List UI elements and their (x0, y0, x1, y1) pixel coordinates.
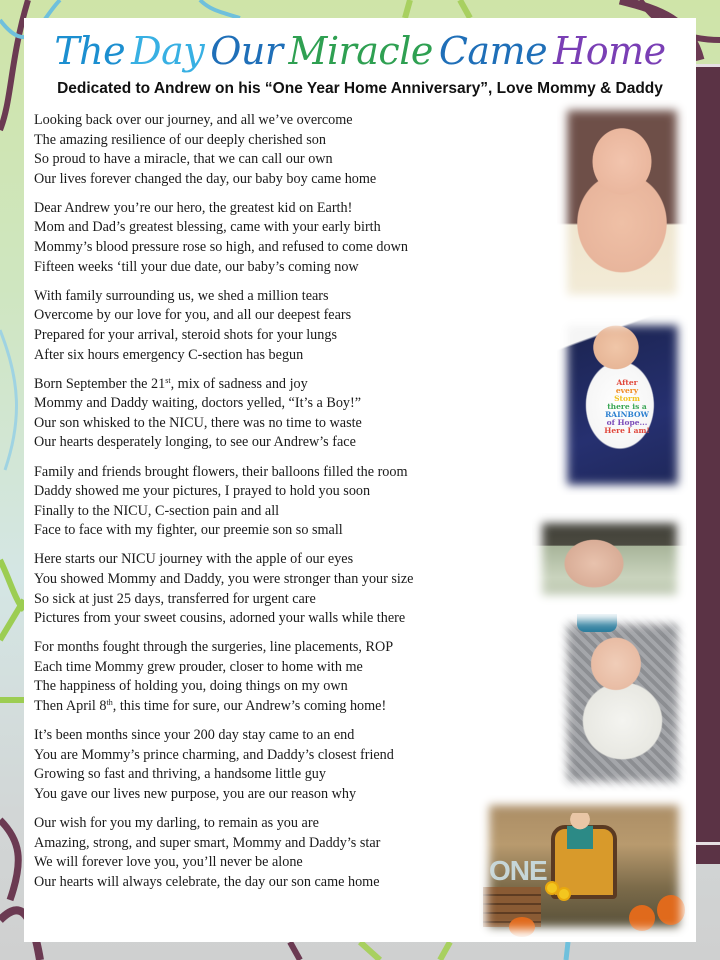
poem-line: Then April 8th, this time for sure, our Andrew’s coming home! (34, 698, 387, 715)
poem-line: The happiness of holding you, doing things on my own (34, 678, 348, 695)
poem-stanza (34, 726, 554, 804)
poem-body (34, 111, 554, 902)
poem-line: We will forever love you, you’ll never be alone (34, 854, 303, 871)
poem-line: It’s been months since your 200 day stay came to an end (34, 727, 355, 744)
photo-one-year (479, 795, 689, 937)
poem-line: So sick at just 25 days, transferred for urgent care (34, 590, 316, 607)
poem-line: Our son whisked to the NICU, there was no time to waste (34, 414, 362, 431)
poem-line: After six hours emergency C-section has begun (34, 346, 304, 363)
onesie-line: of Hope... (606, 418, 648, 427)
car-seat-logo (577, 614, 617, 632)
poem-stanza (34, 638, 554, 716)
poem-line: Fifteen weeks ‘till your due date, our baby’s coming now (34, 258, 359, 275)
dedication-subtitle: Dedicated to Andrew on his “One Year Home Anniversary”, Love Mommy & Daddy (57, 80, 663, 97)
poem-stanza (34, 463, 554, 541)
poem-line: With family surrounding us, we shed a million tears (34, 287, 329, 304)
title-word: Miracle (288, 29, 433, 73)
photo-rainbow-onesie (557, 315, 688, 495)
poem-line: Mom and Dad’s greatest blessing, came with your early birth (34, 219, 381, 236)
onesie-line: After (616, 378, 638, 387)
poem-line: Face to face with my fighter, our preemie son so small (34, 522, 343, 539)
poem-page (24, 18, 696, 942)
onesie-line: every (615, 386, 639, 395)
photo-car-seat (557, 614, 688, 792)
poem-line: Here starts our NICU journey with the apple of our eyes (34, 551, 354, 568)
poem-line: Each time Mommy grew prouder, closer to home with me (34, 658, 363, 675)
toddler (567, 813, 593, 849)
one-sign: ONE (489, 855, 547, 886)
poem-line: So proud to have a miracle, that we can call our own (34, 151, 333, 168)
poem-line: You gave our lives new purpose, you are our reason why (34, 785, 357, 802)
title-word: Home (553, 29, 666, 73)
poem-line: Our wish for you my darling, to remain as you are (34, 815, 319, 831)
poem-stanza (34, 111, 554, 189)
poem-line: Our hearts will always celebrate, the day our son came home (34, 873, 380, 890)
poem-line: Amazing, strong, and super smart, Mommy and Daddy’s star (34, 834, 381, 851)
title-word: Came (438, 29, 548, 73)
sunflower-icon (547, 883, 557, 893)
poem-line: Mommy and Daddy waiting, doctors yelled, “It’s a Boy!” (34, 395, 362, 412)
poem-line: Overcome by our love for you, and all our deepest fears (34, 307, 352, 324)
title-word: Our (210, 29, 283, 73)
poem-stanza (34, 814, 554, 892)
onesie-line: RAINBOW (605, 410, 649, 419)
pumpkin-icon (509, 917, 535, 937)
poem-line: Our lives forever changed the day, our baby boy came home (34, 170, 377, 187)
poem-line: Born September the 21st, mix of sadness and joy (34, 375, 308, 392)
poem-line: Our hearts desperately longing, to see our Andrew’s face (34, 434, 356, 451)
poem-line: Dear Andrew you’re our hero, the greatest kid on Earth! (34, 199, 353, 216)
sunflower-icon (559, 889, 569, 899)
poem-line: Looking back over our journey, and all we’ve overcome (34, 112, 353, 128)
poem-line: Prepared for your arrival, steroid shots for your lungs (34, 326, 337, 343)
poem-line: Growing so fast and thriving, a handsome little guy (34, 766, 326, 783)
poem-line: The amazing resilience of our deeply cherished son (34, 131, 326, 148)
poem-stanza (34, 550, 554, 628)
photo-nicu-sleeping (532, 513, 687, 605)
poem-line: Daddy showed me your pictures, I prayed to hold you soon (34, 483, 371, 500)
band-stripe-bottom (696, 842, 720, 845)
poem-line: Pictures from your sweet cousins, adorned your walls while there (34, 610, 406, 627)
purple-side-band (696, 64, 720, 864)
onesie-line: Here I am! (604, 426, 650, 435)
poem-line: For months fought through the surgeries, line placements, ROP (34, 639, 394, 656)
poem-stanza (34, 287, 554, 365)
onesie-line: there is a (607, 402, 647, 411)
onesie-line: Storm (614, 394, 640, 403)
poem-line: Family and friends brought flowers, their balloons filled the room (34, 463, 408, 480)
poem-stanza (34, 375, 554, 453)
onesie-text (601, 379, 653, 435)
poem-line: You showed Mommy and Daddy, you were stronger than your size (34, 570, 414, 587)
band-stripe-top (696, 64, 720, 67)
poem-line: Finally to the NICU, C-section pain and all (34, 502, 280, 519)
pumpkin-icon (657, 895, 685, 925)
pumpkin-icon (629, 905, 655, 931)
poem-stanza (34, 199, 554, 277)
title-word: Day (131, 29, 205, 73)
page-title (24, 26, 696, 76)
poem-line: Mommy’s blood pressure rose so high, and refused to come down (34, 239, 408, 256)
poem-line: You are Mommy’s prince charming, and Daddy’s closest friend (34, 746, 394, 763)
photo-baby-portrait (557, 100, 687, 305)
title-word: The (54, 29, 126, 73)
